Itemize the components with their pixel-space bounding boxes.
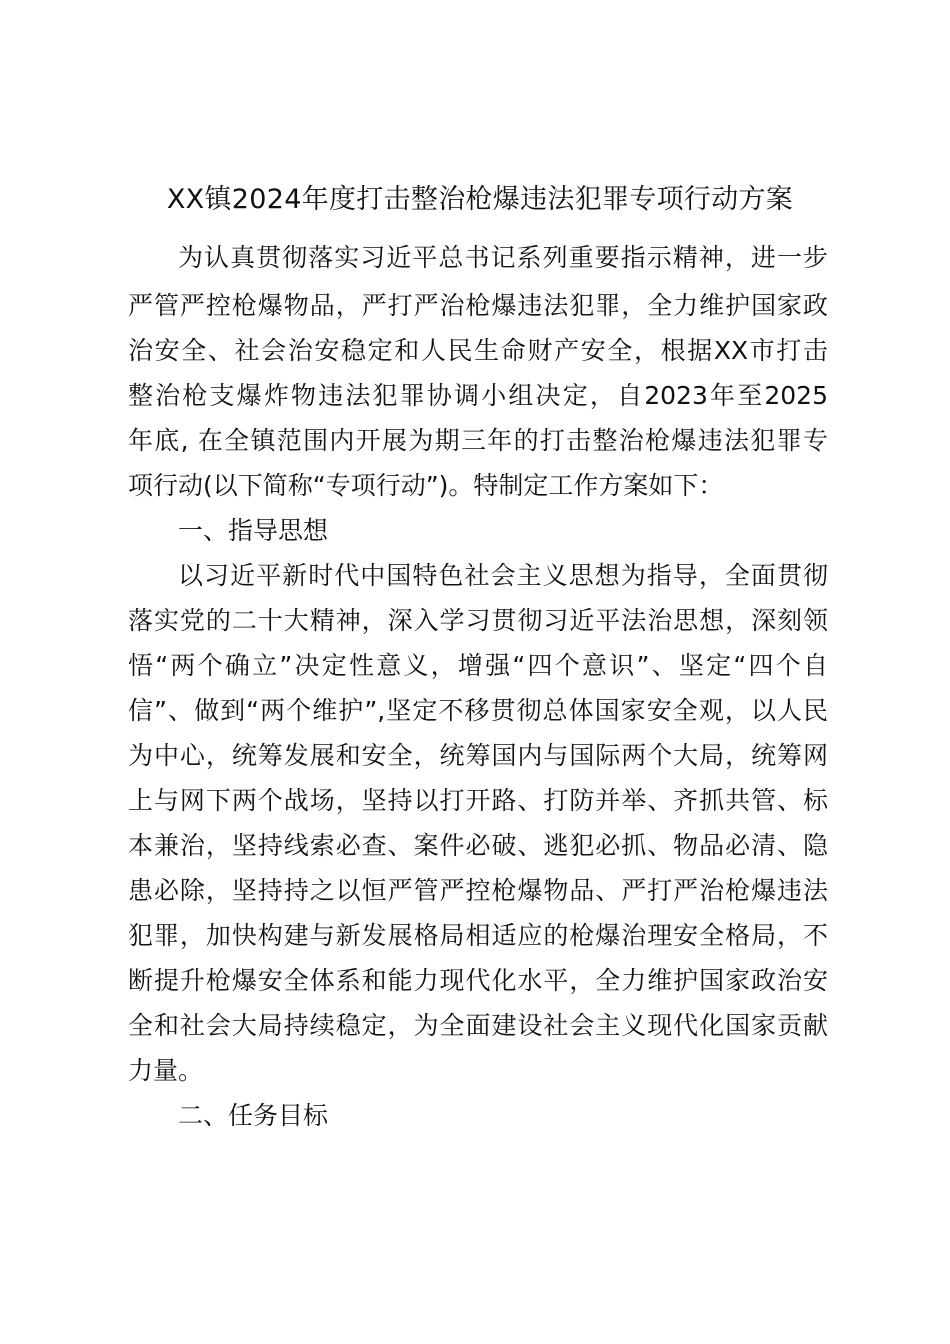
document-title: XX镇2024年度打击整治枪爆违法犯罪专项行动方案 — [166, 184, 794, 215]
section-1-line-2: 落实党的二十大精神，深入学习贯彻习近平法治思想，深刻领 — [128, 606, 828, 635]
intro-line-3: 治安全、社会治安稳定和人民生命财产安全，根据XX市打击 — [128, 336, 828, 365]
section-1-line-8: 患必除，坚持持之以恒严管严控枪爆物品、严打严治枪爆违法 — [128, 876, 828, 905]
section-1-line-10: 断提升枪爆安全体系和能力现代化水平，全力维护国家政治安 — [128, 966, 828, 995]
section-1-line-4: 信”、做到“两个维护”,坚定不移贯彻总体国家安全观，以人民 — [128, 696, 828, 725]
section-1-line-9: 犯罪，加快构建与新发展格局相适应的枪爆治理安全格局，不 — [128, 921, 828, 950]
intro-line-5: 年底, 在全镇范围内开展为期三年的打击整治枪爆违法犯罪专 — [128, 426, 828, 455]
section-1-line-1: 以习近平新时代中国特色社会主义思想为指导，全面贯彻 — [178, 561, 828, 590]
intro-line-1: 为认真贯彻落实习近平总书记系列重要指示精神，进一步 — [178, 243, 828, 272]
section-1-line-7: 本兼治，坚持线索必查、案件必破、逃犯必抓、物品必清、隐 — [128, 831, 828, 860]
section-1-line-12: 力量。 — [128, 1056, 204, 1085]
intro-line-4: 整治枪支爆炸物违法犯罪协调小组决定，自2023年至2025 — [128, 381, 828, 410]
intro-line-2: 严管严控枪爆物品，严打严治枪爆违法犯罪，全力维护国家政 — [128, 291, 828, 320]
section-1-line-5: 为中心，统筹发展和安全，统筹国内与国际两个大局，统筹网 — [128, 741, 828, 770]
intro-line-6: 项行动(以下简称“专项行动”)。特制定工作方案如下： — [128, 471, 724, 500]
section-1-line-6: 上与网下两个战场，坚持以打开路、打防并举、齐抓共管、标 — [128, 786, 828, 815]
section-1-heading: 一、指导思想 — [178, 516, 329, 545]
section-1-line-3: 悟“两个确立”决定性意义，增强“四个意识”、坚定“四个自 — [128, 651, 828, 680]
section-1-line-11: 全和社会大局持续稳定，为全面建设社会主义现代化国家贡献 — [128, 1011, 828, 1040]
section-2-heading: 二、任务目标 — [178, 1101, 329, 1130]
